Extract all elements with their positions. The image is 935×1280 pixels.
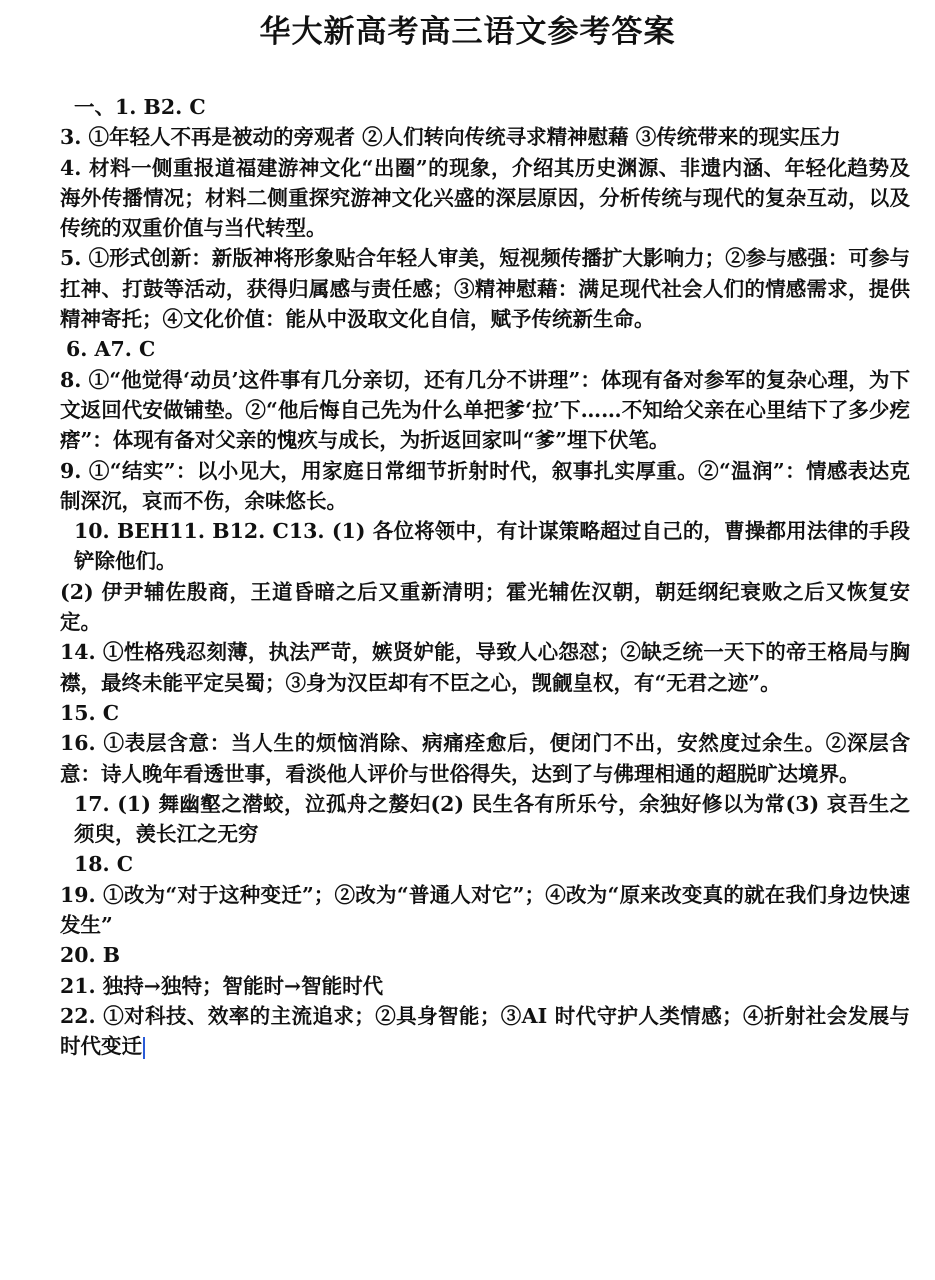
answer-item-19: 19. ①改为“对于这种变迁”；②改为“普通人对它”；④改为“原来改变真的就在我们身边快速发生”	[60, 882, 910, 938]
answer-item-22[interactable]	[60, 1001, 910, 1062]
answer-item-6-7: 6. A7. C	[66, 337, 156, 362]
answer-item-13-2: (2) 伊尹辅佐殷商，王道昏暗之后又重新清明；霍光辅佐汉朝，朝廷纲纪衰败之后又恢复安定。	[60, 579, 910, 635]
answer-item-18: 18. C	[74, 852, 134, 877]
text-cursor	[143, 1037, 145, 1059]
answer-item-10-13: 10. BEH11. B12. C13. (1) 各位将领中，有计谋策略超过自己的，曹操都用法律的手段铲除他们。	[74, 519, 910, 574]
answer-item-16: 16. ①表层含意：当人生的烦恼消除、病痛痊愈后，便闭门不出，安然度过余生。②深层含意：诗人晚年看透世事，看淡他人评价与世俗得失，达到了与佛理相通的超脱旷达境界。	[60, 731, 910, 786]
answer-item-21: 21. 独持→独特；智能时→智能时代	[60, 973, 384, 998]
answer-item-8: 8. ①“他觉得‘动员’这件事有几分亲切，还有几分不讲理”：体现有备对参军的复杂心理，为下文返回代安做铺垫。②“他后悔自己先为什么单把爹‘拉’下……不知给父亲在心里结下了多少疙瘩”：体现有备对父亲的愧疚与成长，为折返回家叫“爹”埋下伏笔。	[60, 367, 910, 453]
answer-item-17: 17. (1) 舞幽壑之潜蛟，泣孤舟之嫠妇(2) 民生各有所乐兮，余独好修以为常(3) 哀吾生之须臾，羡长江之无穷	[74, 791, 910, 847]
answer-item-22-text: 22. ①对科技、效率的主流追求；②具身智能；③AI 时代守护人类情感；④折射社会发展与时代变迁	[60, 1003, 910, 1059]
answer-item-4: 4. 材料一侧重报道福建游神文化“出圈”的现象，介绍其历史渊源、非遗内涵、年轻化趋势及海外传播情况；材料二侧重探究游神文化兴盛的深层原因，分析传统与现代的复杂互动，以及传统的双重价值与当代转型。	[60, 155, 910, 241]
answer-list	[60, 92, 910, 1062]
answer-item-3: 3. ①年轻人不再是被动的旁观者 ②人们转向传统寻求精神慰藉 ③传统带来的现实压力	[60, 125, 841, 150]
answer-item-1-2: 一、1. B2. C	[74, 95, 206, 119]
page-title: 华大新高考高三语文参考答案	[259, 14, 676, 50]
answer-item-5: 5. ①形式创新：新版神将形象贴合年轻人审美，短视频传播扩大影响力；②参与感强：可参与扛神、打鼓等活动，获得归属感与责任感；③精神慰藉：满足现代社会人们的情感需求，提供精神寄托；④文化价值：能从中汲取文化自信，赋予传统新生命。	[60, 246, 910, 332]
answer-item-14: 14. ①性格残忍刻薄，执法严苛，嫉贤妒能，导致人心怨怼；②缺乏统一天下的帝王格局与胸襟，最终未能平定吴蜀；③身为汉臣却有不臣之心，觊觎皇权，有“无君之迹”。	[60, 640, 910, 695]
answer-item-9: 9. ①“结实”：以小见大，用家庭日常细节折射时代，叙事扎实厚重。②“温润”：情感表达克制深沉，哀而不伤，余味悠长。	[60, 458, 910, 513]
answer-item-15: 15. C	[60, 700, 120, 725]
answer-item-20: 20. B	[60, 943, 121, 968]
